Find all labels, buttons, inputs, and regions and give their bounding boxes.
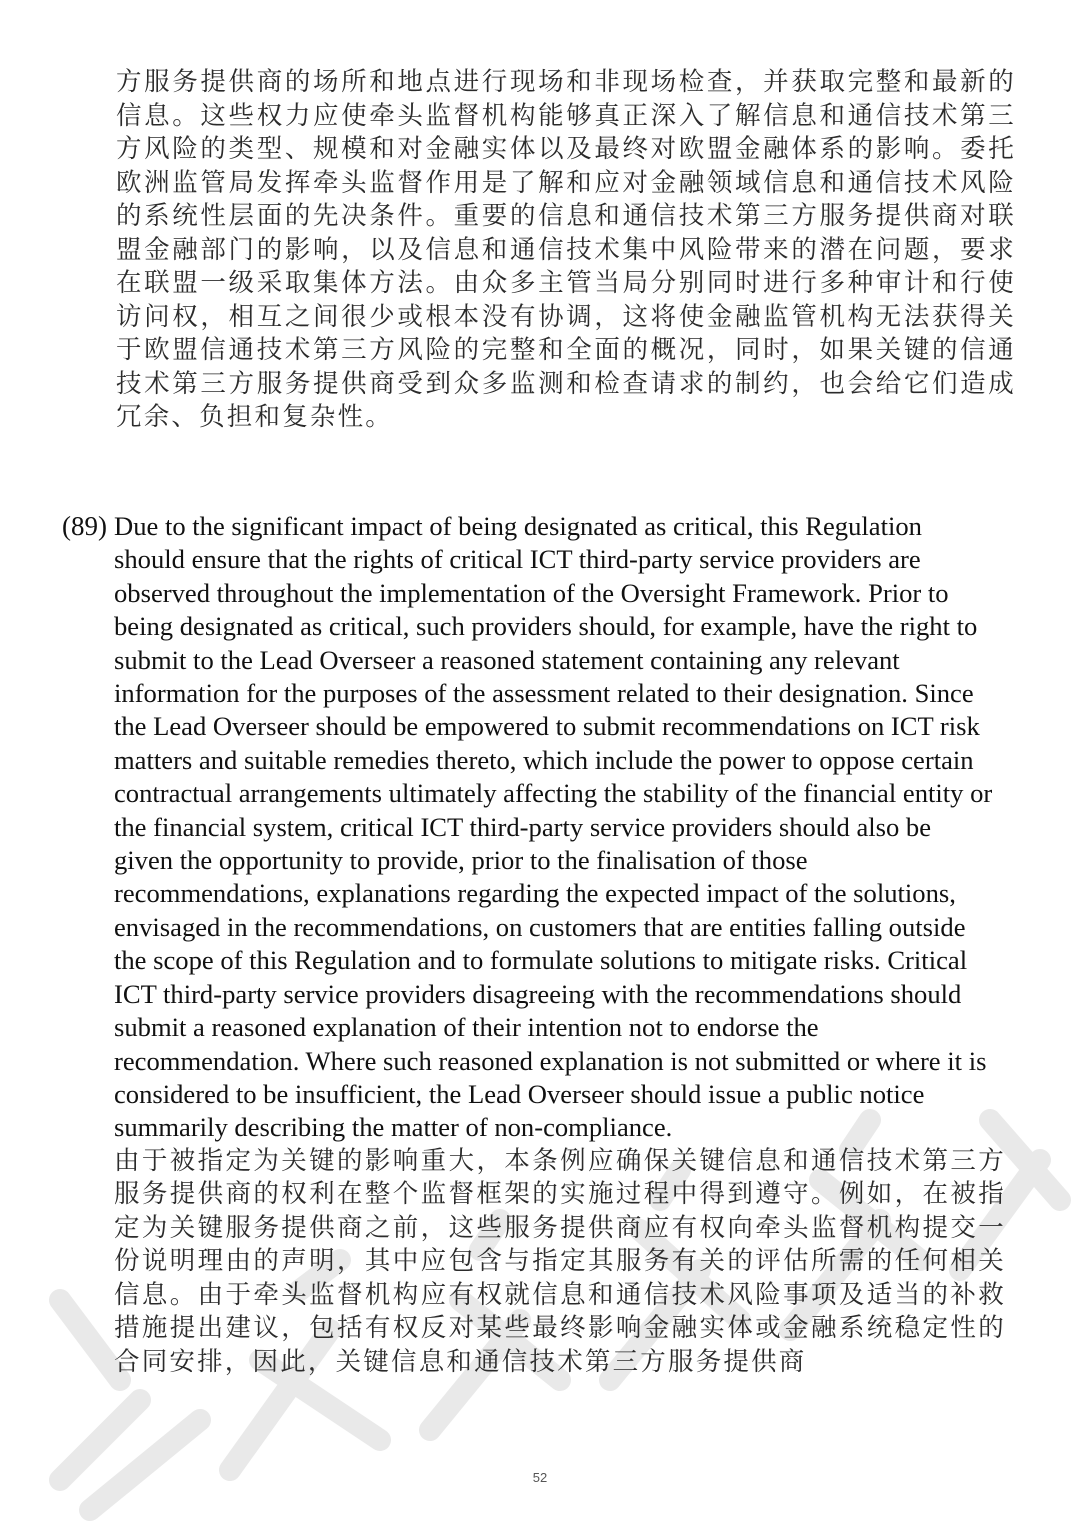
recital-number: (89) xyxy=(62,511,107,541)
top-chinese-paragraph: 方服务提供商的场所和地点进行现场和非现场检查，并获取完整和最新的信息。这些权力应使牵头监督机构能够真正深入了解信息和通信技术第三方风险的类型、规模和对金融实体以及最终对欧盟金融体系的影响。委托欧洲监管局发挥牵头监督作用是了解和应对金融领域信息和通信技术风险的系统性层面的先决条件。重要的信息和通信技术第三方服务提供商对联盟金融部门的影响，以及信息和通信技术集中风险带来的潜在问题，要求在联盟一级采取集体方法。由众多主管当局分别同时进行多种审计和行使访问权，相互之间很少或根本没有协调，这将使金融监管机构无法获得关于欧盟信通技术第三方风险的完整和全面的概况，同时，如果关键的信通技术第三方服务提供商受到众多监测和检查请求的制约，也会给它们造成冗余、负担和复杂性。 xyxy=(116,67,1016,432)
recital-89 xyxy=(62,510,1022,1379)
recital-89-chinese-text: 由于被指定为关键的影响重大，本条例应确保关键信息和通信技术第三方服务提供商的权利在整个监督框架的实施过程中得到遵守。例如，在被指定为关键服务提供商之前，这些服务提供商应有权向牵头监督机构提交一份说明理由的声明，其中应包含与指定其服务有关的评估所需的任何相关信息。由于牵头监督机构应有权就信息和通信技术风险事项及适当的补救措施提出建议，包括有权反对某些最终影响金融实体或金融系统稳定性的合同安排，因此，关键信息和通信技术第三方服务提供商 xyxy=(114,1145,1006,1377)
page-number: 52 xyxy=(532,1470,548,1485)
recital-89-english-text: Due to the significant impact of being designated as critical, this Regulation should ensure that the rights of critical ICT third-party service providers are observed throughout the implementation of the Oversight Framework. Prior to being designated as critical, such providers should, for example, have the right to submit to the Lead Overseer a reasoned statement containing any relevant information for the purposes of the assessment related to their designation. Since the Lead Overseer should be empowered to submit recommendations on ICT risk matters and suitable remedies thereto, which include the power to oppose certain contractual arrangements ultimately affecting the stability of the financial entity or the financial system, critical ICT third-party service providers should also be given the opportunity to provide, prior to the finalisation of those recommendations, explanations regarding the expected impact of the solutions, envisaged in the recommendations, on customers that are entities falling outside the scope of this Regulation and to formulate solutions to mitigate risks. Critical ICT third-party service providers disagreeing with the recommendations should submit a reasoned explanation of their intention not to endorse the recommendation. Where such reasoned explanation is not submitted or where it is considered to be insufficient, the Lead Overseer should issue a public notice summarily describing the matter of non-compliance. xyxy=(114,511,993,1143)
